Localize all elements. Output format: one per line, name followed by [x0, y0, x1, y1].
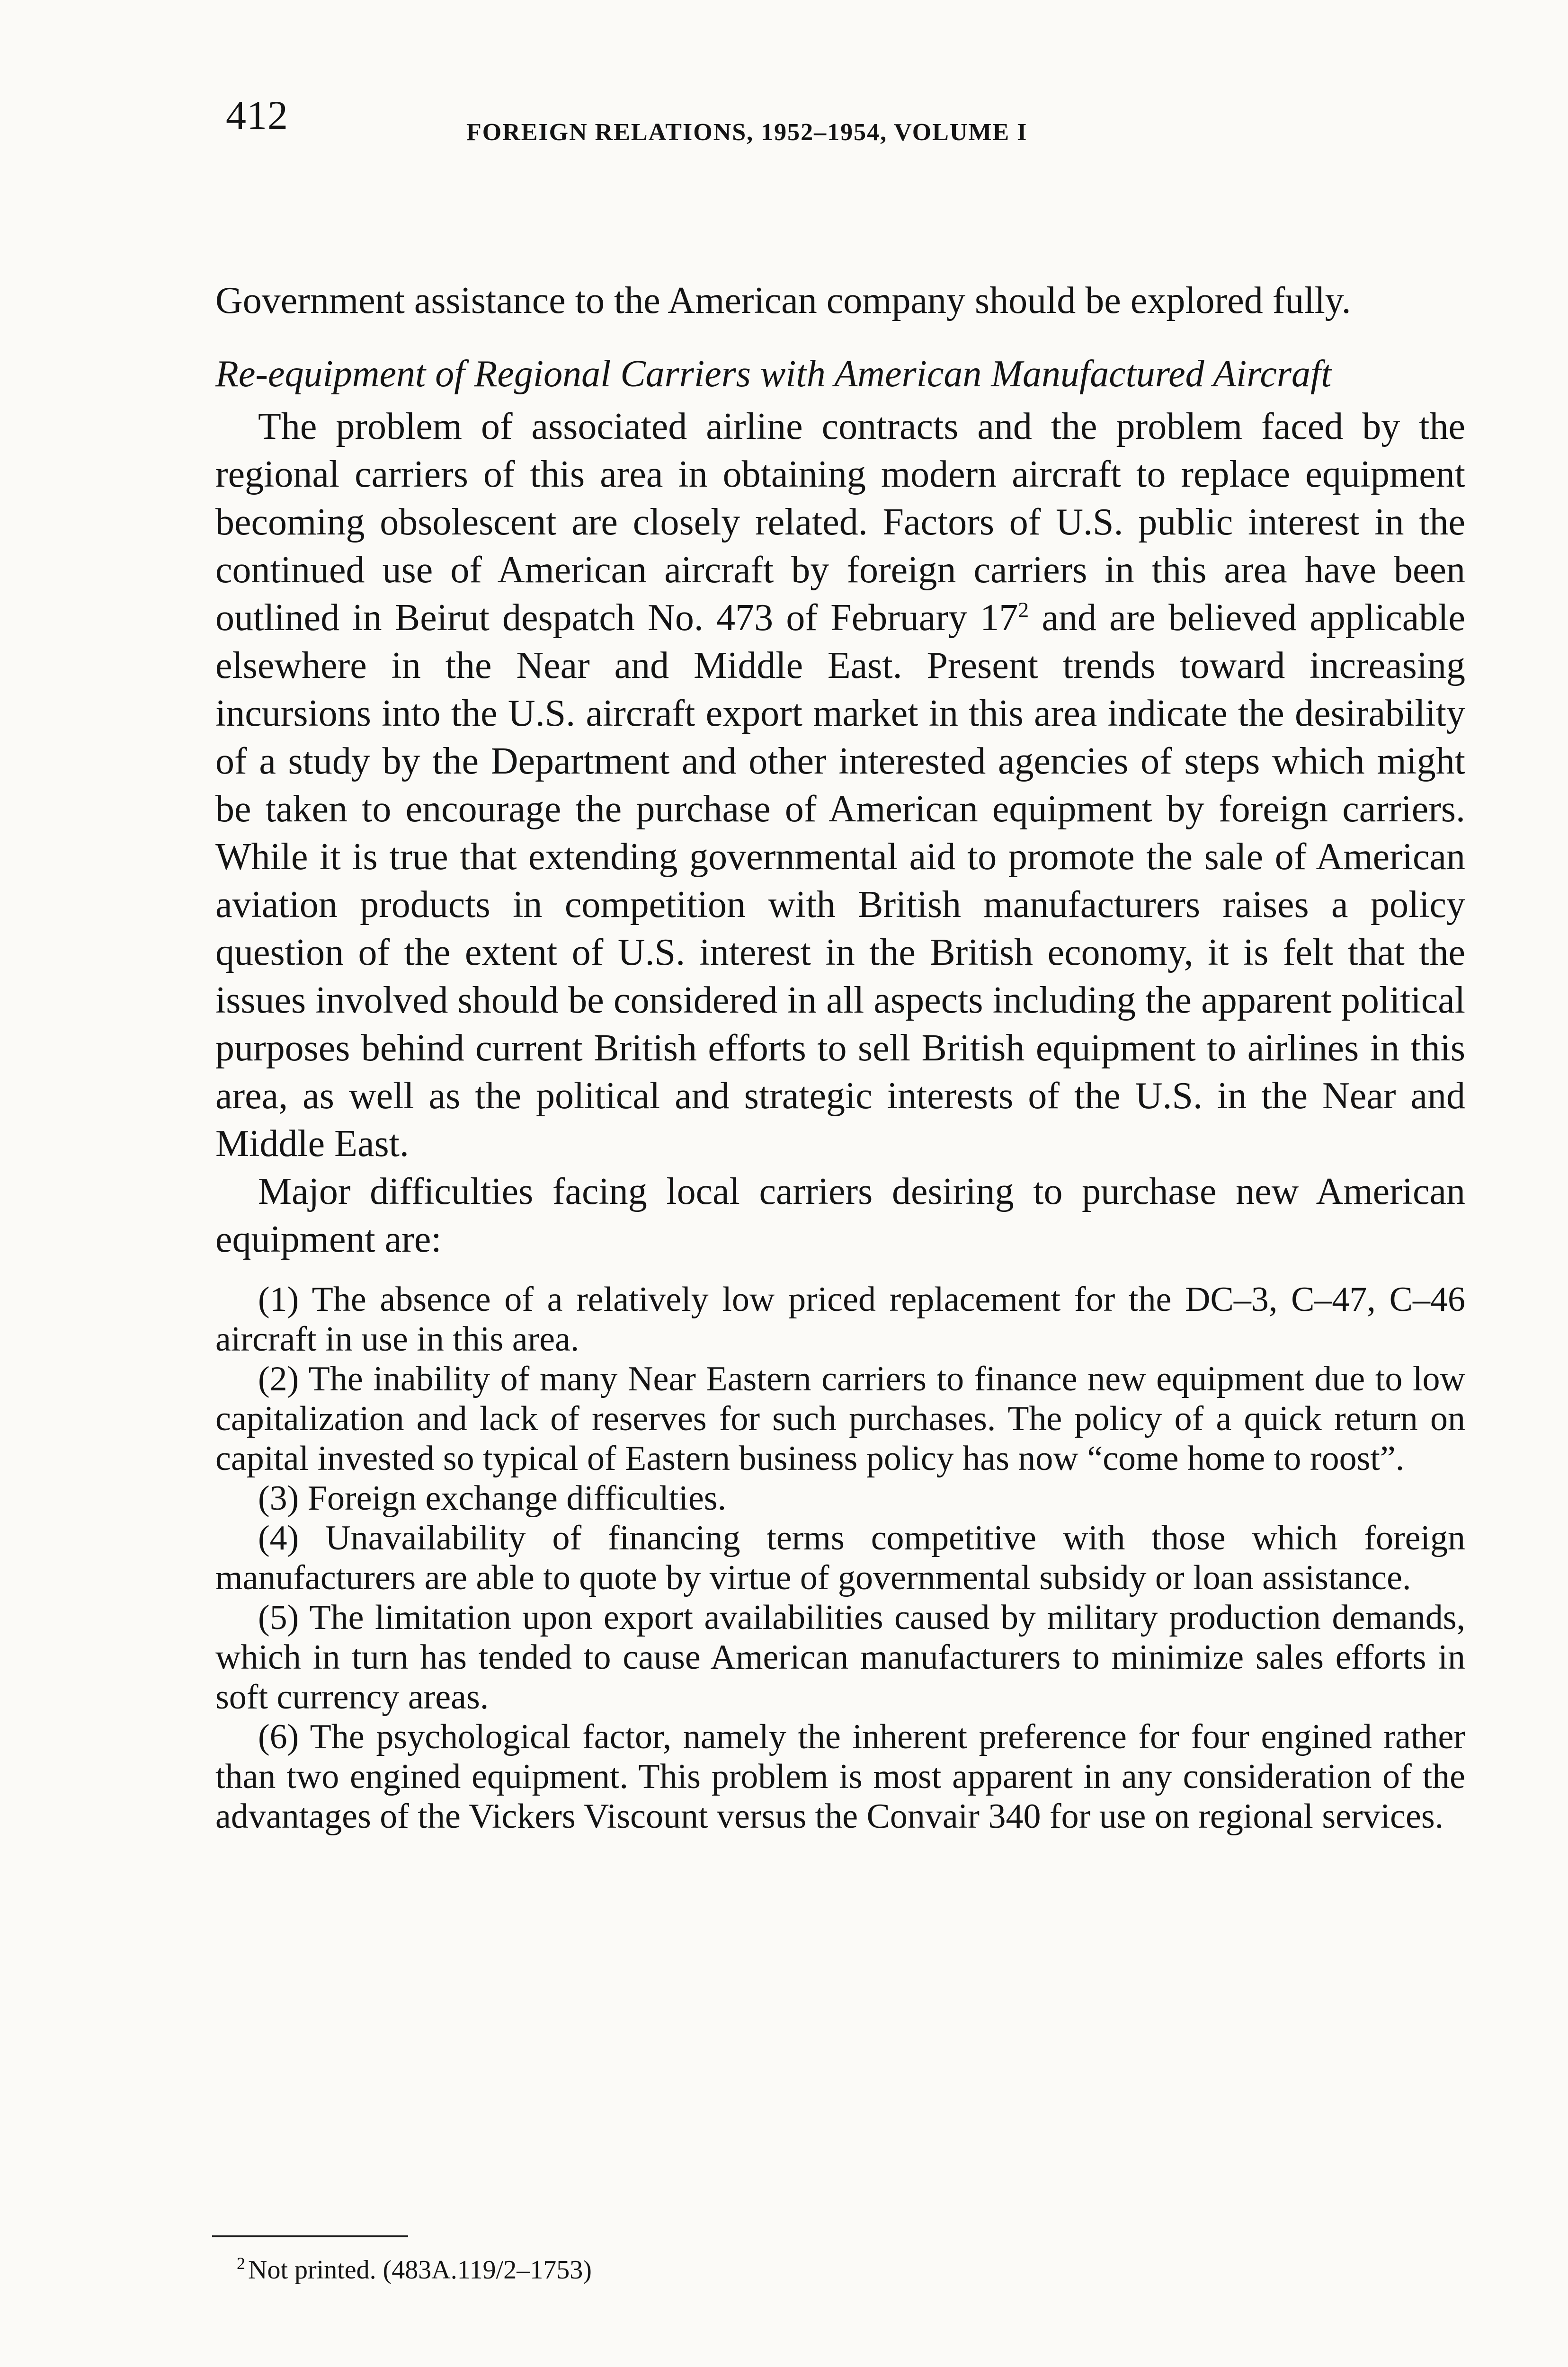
body-text [215, 277, 1465, 1836]
paragraph-text-part-2: and are believed applicable elsewhere in the Near and Middle East. Present trends toward increasing incursions into the U.S. aircraft export market in this area indicate the desirability of a study by the Department and other interested agencies of steps which might be taken to encourage the purchase of American equipment by foreign carriers. While it is true that extending governmental aid to promote the sale of American aviation products in competition with British manufacturers raises a policy question of the extent of U.S. interest in the British economy, it is felt that the issues involved should be considered in all aspects including the apparent political purposes behind current British efforts to sell British equipment to airlines in this area, as well as the political and strategic interests of the U.S. in the Near and Middle East. [215, 597, 1465, 1165]
footnote-text: Not printed. (483A.119/2–1753) [248, 2255, 592, 2285]
footnote-rule [212, 2235, 408, 2237]
difficulties-list [215, 1280, 1465, 1836]
list-item: (5) The limitation upon export availabilities caused by military production demands, which in turn has tended to cause American manufacturers to minimize sales efforts in soft currency areas. [215, 1598, 1465, 1717]
footnote [237, 2254, 592, 2286]
paragraph-associated-airline-contracts [215, 403, 1465, 1168]
page-number: 412 [226, 92, 288, 138]
list-item: (4) Unavailability of financing terms competitive with those which foreign manufacturers are able to quote by virtue of governmental subsidy or loan assistance. [215, 1519, 1465, 1597]
list-item: (2) The inability of many Near Eastern carriers to finance new equipment due to low capitalization and lack of reserves for such purchases. The policy of a quick return on capital invested so typical of Eastern business policy has now “come home to roost”. [215, 1360, 1465, 1478]
list-item: (3) Foreign exchange difficulties. [258, 1479, 727, 1518]
footnote-mark: 2 [237, 2254, 245, 2273]
footnote-reference: 2 [1018, 597, 1029, 622]
paragraph-text-part-1: The problem of associated airline contracts and the problem faced by the regional carriers of this area in obtaining modern aircraft to replace equipment becoming obsolescent are closely related. Factors of U.S. public interest in the continued use of American aircraft by foreign carriers in this area have been outlined in Beirut despatch No. 473 of February 17 [215, 406, 1465, 639]
list-item: (6) The psychological factor, namely the inherent preference for four engined rather than two engined equipment. This problem is most apparent in any consideration of the advantages of the Vickers Viscount versus the Convair 340 for use on regional services. [215, 1717, 1465, 1836]
page-header [215, 90, 1465, 166]
document-page [215, 90, 1465, 1836]
continued-paragraph: Government assistance to the American company should be explored fully. [215, 280, 1351, 321]
list-item: (1) The absence of a relatively low priced replacement for the DC–3, C–47, C–46 aircraft in use in this area. [215, 1280, 1465, 1359]
running-head: FOREIGN RELATIONS, 1952–1954, VOLUME I [466, 119, 1028, 146]
paragraph-major-difficulties: Major difficulties facing local carriers desiring to purchase new American equipment are: [215, 1171, 1465, 1260]
section-heading: Re-equipment of Regional Carriers with American Manufactured Aircraft [215, 353, 1332, 395]
